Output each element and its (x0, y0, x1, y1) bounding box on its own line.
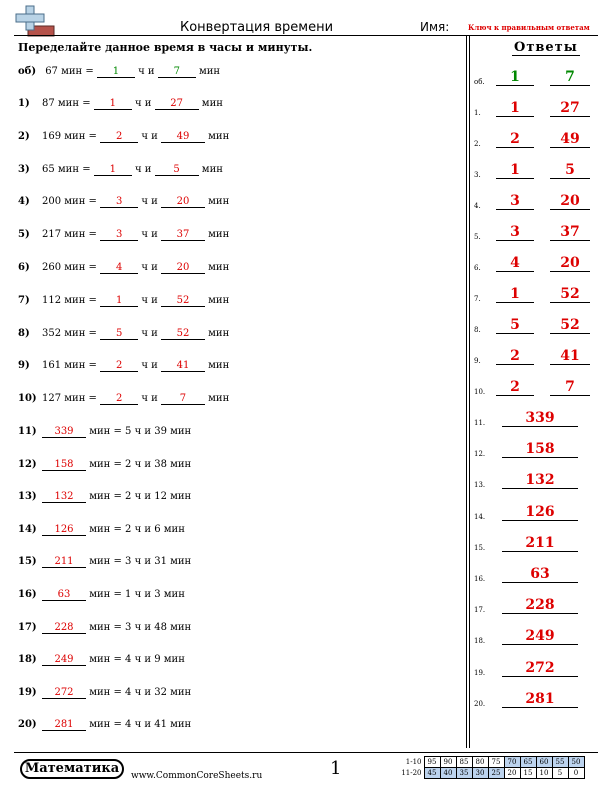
minutes-unit: мин (198, 66, 221, 77)
answer-value: 211 (502, 535, 578, 552)
answer-row (474, 534, 604, 554)
hours-separator: ч и (141, 294, 158, 306)
question-number: 3) (18, 163, 30, 175)
question-row (18, 425, 191, 439)
answer-row (474, 378, 604, 398)
answer-hours: 3 (496, 193, 534, 210)
score-row (396, 757, 584, 768)
answer-value: 132 (502, 472, 578, 489)
score-row-label: 1-10 (405, 758, 422, 766)
question-number: 2) (18, 130, 30, 142)
answer-hours: 1 (496, 100, 534, 117)
score-cell: 70 (504, 757, 520, 768)
minutes-unit: мин (208, 130, 230, 142)
hours-blank[interactable]: 5 (100, 328, 138, 340)
answer-label: 5. (474, 233, 481, 241)
answer-value: 281 (502, 691, 578, 708)
minutes-blank[interactable]: 49 (161, 131, 205, 143)
answer-row (474, 223, 604, 243)
minutes-blank[interactable]: 63 (42, 589, 86, 601)
answer-label: 13. (474, 481, 486, 490)
question-text: мин = 4 ч и 41 мин (89, 719, 192, 731)
hours-separator: ч и (141, 130, 158, 142)
question-row (18, 359, 229, 373)
score-cell: 25 (488, 768, 504, 779)
hours-separator: ч и (134, 98, 152, 109)
hours-separator: ч и (138, 66, 155, 77)
question-number: 9) (18, 360, 30, 372)
score-cell: 95 (424, 757, 440, 768)
minutes-blank[interactable]: 41 (161, 360, 205, 372)
question-number: 12) (18, 458, 37, 470)
question-text: мин = 4 ч и 32 мин (89, 686, 192, 698)
question-row (18, 228, 229, 242)
question-number: 1) (18, 98, 30, 109)
question-minutes: 200 мин = (42, 196, 97, 208)
answer-hours: 2 (496, 348, 534, 365)
score-cell: 35 (456, 768, 472, 779)
question-number: 19) (18, 686, 37, 698)
minutes-blank[interactable]: 249 (42, 654, 86, 666)
question-minutes: 260 мин = (42, 262, 97, 273)
answer-row (474, 254, 604, 274)
answer-row (474, 347, 604, 367)
minutes-blank[interactable]: 211 (42, 556, 86, 568)
question-number: 5) (18, 229, 30, 241)
question-minutes: 112 мин = (42, 294, 97, 306)
score-cell: 75 (488, 757, 504, 768)
answer-label: 2. (474, 140, 481, 148)
answer-value: 63 (502, 566, 578, 583)
answer-label: 3. (474, 171, 481, 179)
minutes-unit: мин (208, 196, 230, 208)
answer-row (474, 130, 604, 150)
answer-minutes: 41 (550, 348, 590, 365)
answer-label: 15. (474, 543, 486, 552)
answer-hours: 2 (496, 131, 534, 148)
page-number: 1 (330, 758, 342, 779)
answer-minutes: 7 (550, 69, 590, 86)
minutes-unit: мин (208, 327, 230, 339)
question-row (18, 163, 223, 177)
score-cell: 60 (536, 757, 552, 768)
score-cell: 55 (552, 757, 568, 768)
answer-minutes: 49 (550, 131, 590, 148)
minutes-blank[interactable]: 5 (155, 164, 199, 176)
answer-label: 17. (474, 606, 486, 615)
answer-label: 18. (474, 637, 486, 646)
header-divider (14, 35, 598, 36)
site-url: www.CommonCoreSheets.ru (131, 771, 263, 781)
question-row (18, 686, 191, 700)
question-number: 7) (18, 294, 30, 306)
score-cell: 30 (472, 768, 488, 779)
logo-icon (14, 4, 58, 38)
answer-key-label: Ключ к правильным ответам (468, 23, 590, 32)
answer-hours: 3 (496, 224, 534, 241)
answer-row (474, 503, 604, 523)
answer-row (474, 659, 604, 679)
answer-hours: 2 (496, 379, 534, 396)
minutes-blank[interactable]: 52 (161, 295, 205, 307)
question-row (18, 621, 191, 635)
score-cell: 90 (440, 757, 456, 768)
hours-blank[interactable]: 4 (100, 262, 138, 274)
hours-blank[interactable]: 1 (97, 66, 135, 78)
score-cell: 15 (520, 768, 536, 779)
answer-value: 158 (502, 441, 578, 458)
minutes-blank[interactable]: 37 (161, 229, 205, 241)
question-text: мин = 5 ч и 39 мин (89, 426, 192, 437)
question-number: 11) (18, 426, 37, 437)
answer-minutes: 52 (550, 286, 590, 303)
answer-row (474, 596, 604, 616)
question-text: мин = 1 ч и 3 мин (89, 589, 185, 600)
score-cell: 20 (504, 768, 520, 779)
instructions: Переделайте данное время в часы и минуты. (18, 41, 313, 54)
question-number: 17) (18, 621, 37, 633)
question-row (18, 195, 229, 209)
question-text: мин = 2 ч и 6 мин (89, 523, 185, 535)
answer-label: 1. (474, 109, 481, 117)
question-row (18, 130, 229, 144)
score-cell: 0 (568, 768, 584, 779)
question-minutes: 127 мин = (42, 393, 97, 405)
hours-blank[interactable]: 1 (94, 164, 132, 176)
answer-value: 272 (502, 660, 578, 677)
answer-value: 228 (502, 597, 578, 614)
answer-label: 11. (474, 419, 486, 427)
minutes-blank[interactable]: 281 (42, 719, 86, 731)
answer-minutes: 52 (550, 317, 590, 334)
hours-separator: ч и (141, 327, 158, 339)
minutes-unit: мин (208, 229, 230, 241)
question-number: 14) (18, 523, 37, 535)
question-row (18, 490, 191, 504)
answer-label: 16. (474, 575, 486, 583)
minutes-blank[interactable]: 228 (42, 622, 86, 634)
answer-label: 4. (474, 202, 481, 210)
hours-blank[interactable]: 2 (100, 360, 138, 372)
score-cell: 65 (520, 757, 536, 768)
score-table (396, 756, 585, 779)
question-text: мин = 3 ч и 48 мин (89, 621, 192, 633)
question-row (18, 523, 185, 537)
question-row (18, 261, 229, 275)
answer-hours: 5 (496, 317, 534, 334)
answer-label: об. (474, 78, 485, 86)
answer-label: 12. (474, 450, 486, 459)
question-minutes: 67 мин = (45, 66, 94, 77)
answer-label: 8. (474, 326, 481, 334)
minutes-blank[interactable]: 7 (161, 393, 205, 405)
minutes-blank[interactable]: 126 (42, 524, 86, 536)
minutes-unit: мин (208, 393, 230, 405)
answers-heading: Ответы (514, 40, 578, 55)
answer-minutes: 20 (550, 193, 590, 210)
question-minutes: 161 мин = (42, 360, 97, 372)
score-cell: 40 (440, 768, 456, 779)
hours-blank[interactable]: 3 (100, 196, 138, 208)
answer-row (474, 99, 604, 119)
answer-panel-divider (466, 36, 470, 748)
answer-minutes: 5 (550, 162, 590, 179)
question-text: мин = 2 ч и 12 мин (89, 491, 192, 503)
answer-row (474, 565, 604, 585)
answer-row (474, 192, 604, 212)
brand-badge: Математика (20, 759, 124, 779)
question-number: 18) (18, 654, 37, 666)
answer-minutes: 20 (550, 255, 590, 272)
hours-blank[interactable]: 2 (100, 131, 138, 143)
question-minutes: 65 мин = (42, 163, 91, 175)
question-number: 10) (18, 393, 37, 405)
minutes-blank[interactable]: 20 (161, 262, 205, 274)
minutes-unit: мин (208, 262, 230, 273)
question-row (18, 327, 229, 341)
question-number: об) (18, 66, 37, 77)
answer-label: 14. (474, 512, 486, 521)
score-cell: 10 (536, 768, 552, 779)
score-row-label: 11-20 (401, 769, 422, 777)
score-row (396, 768, 584, 779)
minutes-blank[interactable]: 20 (161, 196, 205, 208)
question-text: мин = 2 ч и 38 мин (89, 458, 192, 470)
question-text: мин = 4 ч и 9 мин (89, 654, 185, 666)
hours-separator: ч и (134, 163, 152, 175)
answer-hours: 1 (496, 69, 534, 86)
answer-row (474, 440, 604, 460)
answer-value: 126 (502, 504, 578, 521)
question-row (18, 588, 185, 602)
answer-minutes: 27 (550, 100, 590, 117)
answer-label: 19. (474, 668, 486, 677)
question-row (18, 653, 185, 667)
answer-label: 9. (474, 357, 481, 365)
minutes-unit: мин (201, 98, 223, 109)
minutes-blank[interactable]: 272 (42, 687, 86, 699)
hours-separator: ч и (141, 360, 158, 372)
hours-separator: ч и (141, 262, 158, 273)
question-number: 16) (18, 589, 37, 600)
minutes-blank[interactable]: 52 (161, 328, 205, 340)
footer-divider (14, 752, 598, 753)
question-number: 13) (18, 491, 37, 503)
minutes-blank[interactable]: 339 (42, 426, 86, 438)
answer-hours: 1 (496, 162, 534, 179)
minutes-unit: мин (208, 294, 230, 306)
score-cell: 50 (568, 757, 584, 768)
question-row (18, 392, 229, 406)
score-cell: 5 (552, 768, 568, 779)
question-minutes: 169 мин = (42, 130, 97, 142)
answer-row (474, 316, 604, 336)
answer-row (474, 285, 604, 305)
answer-label: 6. (474, 264, 481, 272)
question-minutes: 352 мин = (42, 327, 97, 339)
answer-value: 249 (502, 628, 578, 645)
answer-row (474, 627, 604, 647)
hours-separator: ч и (141, 196, 158, 208)
question-number: 6) (18, 262, 30, 273)
question-row (18, 294, 229, 308)
answer-label: 20. (474, 699, 486, 708)
minutes-unit: мин (201, 163, 223, 175)
question-row (18, 97, 223, 111)
answer-row-example (474, 68, 604, 88)
answer-label: 10. (474, 388, 486, 396)
score-cell: 80 (472, 757, 488, 768)
answer-hours: 4 (496, 255, 534, 272)
hours-blank[interactable]: 1 (94, 98, 132, 110)
hours-separator: ч и (141, 393, 158, 405)
question-minutes: 217 мин = (42, 229, 97, 241)
answer-row (474, 161, 604, 181)
answer-label: 7. (474, 295, 481, 303)
score-cell: 85 (456, 757, 472, 768)
hours-blank[interactable]: 3 (100, 229, 138, 241)
answer-row (474, 471, 604, 491)
worksheet-title: Конвертация времени (180, 20, 334, 35)
answer-hours: 1 (496, 286, 534, 303)
answer-minutes: 37 (550, 224, 590, 241)
hours-blank[interactable]: 2 (100, 393, 138, 405)
question-number: 8) (18, 327, 30, 339)
question-text: мин = 3 ч и 31 мин (89, 556, 192, 568)
question-row (18, 458, 191, 472)
question-number: 4) (18, 196, 30, 208)
minutes-blank[interactable]: 158 (42, 459, 86, 471)
minutes-blank[interactable]: 132 (42, 491, 86, 503)
example-question (18, 65, 220, 79)
answer-row (474, 690, 604, 710)
minutes-blank[interactable]: 7 (158, 66, 196, 78)
question-number: 15) (18, 556, 37, 568)
answer-minutes: 7 (550, 379, 590, 396)
score-cell: 45 (424, 768, 440, 779)
question-row (18, 718, 191, 732)
minutes-blank[interactable]: 27 (155, 98, 199, 110)
hours-separator: ч и (141, 229, 158, 241)
question-row (18, 555, 191, 569)
hours-blank[interactable]: 1 (100, 295, 138, 307)
minutes-unit: мин (208, 360, 230, 372)
answer-value: 339 (502, 410, 578, 427)
question-number: 20) (18, 719, 37, 731)
answer-row (474, 409, 604, 429)
name-label: Имя: (420, 20, 450, 34)
question-minutes: 87 мин = (42, 98, 91, 109)
